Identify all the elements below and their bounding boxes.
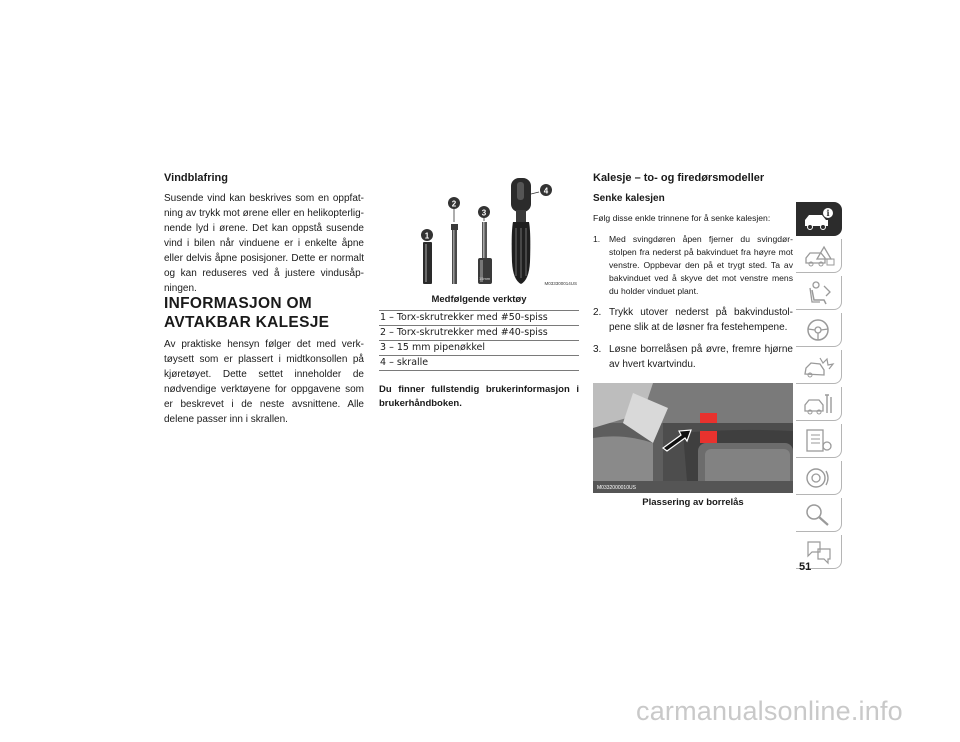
page-number: 51 [799,561,812,573]
velcro-photo [593,383,793,493]
intro-text: Følg disse enkle trinnene for å senke kalesjen: [593,213,771,223]
callout-1 [421,229,433,241]
section-heading-soft-top: Kalesje – to- og firedørsmodeller [593,172,765,184]
legend-row: 4 – skralle [379,356,579,371]
subheading-lower-top: Senke kalesjen [593,193,665,204]
tab-multimedia[interactable] [796,461,842,495]
tools-illustration [379,172,579,290]
legend-row: 2 – Torx-skrutrekker med #40-spiss [379,326,579,341]
steps-list [593,233,793,372]
callout-4 [540,184,552,196]
velcro-marker-top [700,413,717,423]
toolkit-paragraph: Av praktiske hensyn følger det med verktøysett som er plassert i midtkonsollen på kjøretøyet. Dette settet inneholder de nødvendige verktøyene for oppgavene som er beskrevet i de neste avsnittene. Alle delene passer inn i skrallen. [164,339,364,425]
car-info-icon [802,206,836,232]
svg-text:3: 3 [481,208,487,218]
watermark: carmanualsonline.info [636,696,903,726]
tab-service[interactable] [796,387,842,421]
car-alert-icon [802,243,836,269]
steering-wheel-icon [802,317,836,343]
owner-manual-note: Du finner fullstendig brukerinformasjon i brukerhåndboken. [379,384,579,409]
legend-row: 3 – 15 mm pipenøkkel [379,341,579,356]
checklist-icon [802,428,836,454]
tab-index[interactable] [796,498,842,532]
svg-text:i: i [826,208,830,218]
step-1: 1. Med svingdøren åpen fjerner du svingdørstolpen fra nederst på bakvinduet fra høyre mot venstre. Oppbevar den på et trygt sted. Ta av bakvinduet ved å skyve det mot venstre mens du holder vinduet plant. [593,234,793,296]
tab-introduction[interactable] [796,202,842,236]
callout-3 [478,206,490,218]
legend-row: 1 – Torx-skrutrekker med #50-spiss [379,310,579,326]
section-heading-wind: Vindblafring [164,172,228,184]
tab-emergency[interactable] [796,350,842,384]
tab-dashboard-warnings[interactable] [796,239,842,273]
tab-safety[interactable] [796,276,842,310]
tools-caption: Medfølgende verktøy [431,294,527,305]
velcro-marker-bottom [700,431,717,443]
photo-code: M0332000010US [597,485,636,491]
seat-person-icon [802,280,836,306]
section-title-line1: INFORMASJON OM [164,295,313,312]
tools-legend [379,310,579,371]
callout-2 [448,197,460,209]
svg-text:2: 2 [451,199,457,209]
photo-caption: Plassering av borrelås [642,497,744,508]
socket-label: 15mm [479,276,491,281]
step-3: 3. Løsne borrelåsen på øvre, fremre hjørne av hvert kvartvindu. [593,344,793,370]
magnifier-icon [802,502,836,528]
car-wrench-icon [802,391,836,417]
section-title-line2: AVTAKBAR KALESJE [164,314,330,331]
svg-text:1: 1 [424,231,430,241]
wind-paragraph: Susende vind kan beskrives som en oppfatning av trykk mot ørene eller en helikopterlignende lyd i ørene. Det kan oppstå susende vind i bilen når vinduene er i enkelte åpne eller delvis åpne posisjoner. Dette er normalt og kan reduseres ved å justere vindusåpningen. [164,193,364,294]
section-title [164,294,364,332]
tab-specifications[interactable] [796,424,842,458]
svg-text:4: 4 [543,186,549,196]
step-2: 2. Trykk utover nederst på bakvindustolpene slik at de løsner fra festehempene. [593,307,793,333]
multimedia-icon [802,465,836,491]
car-crash-icon [802,354,836,380]
figure-code: M033300014US [544,281,577,286]
tools-figure [379,172,579,290]
tool-torx-50 [423,242,432,284]
tab-driving[interactable] [796,313,842,347]
